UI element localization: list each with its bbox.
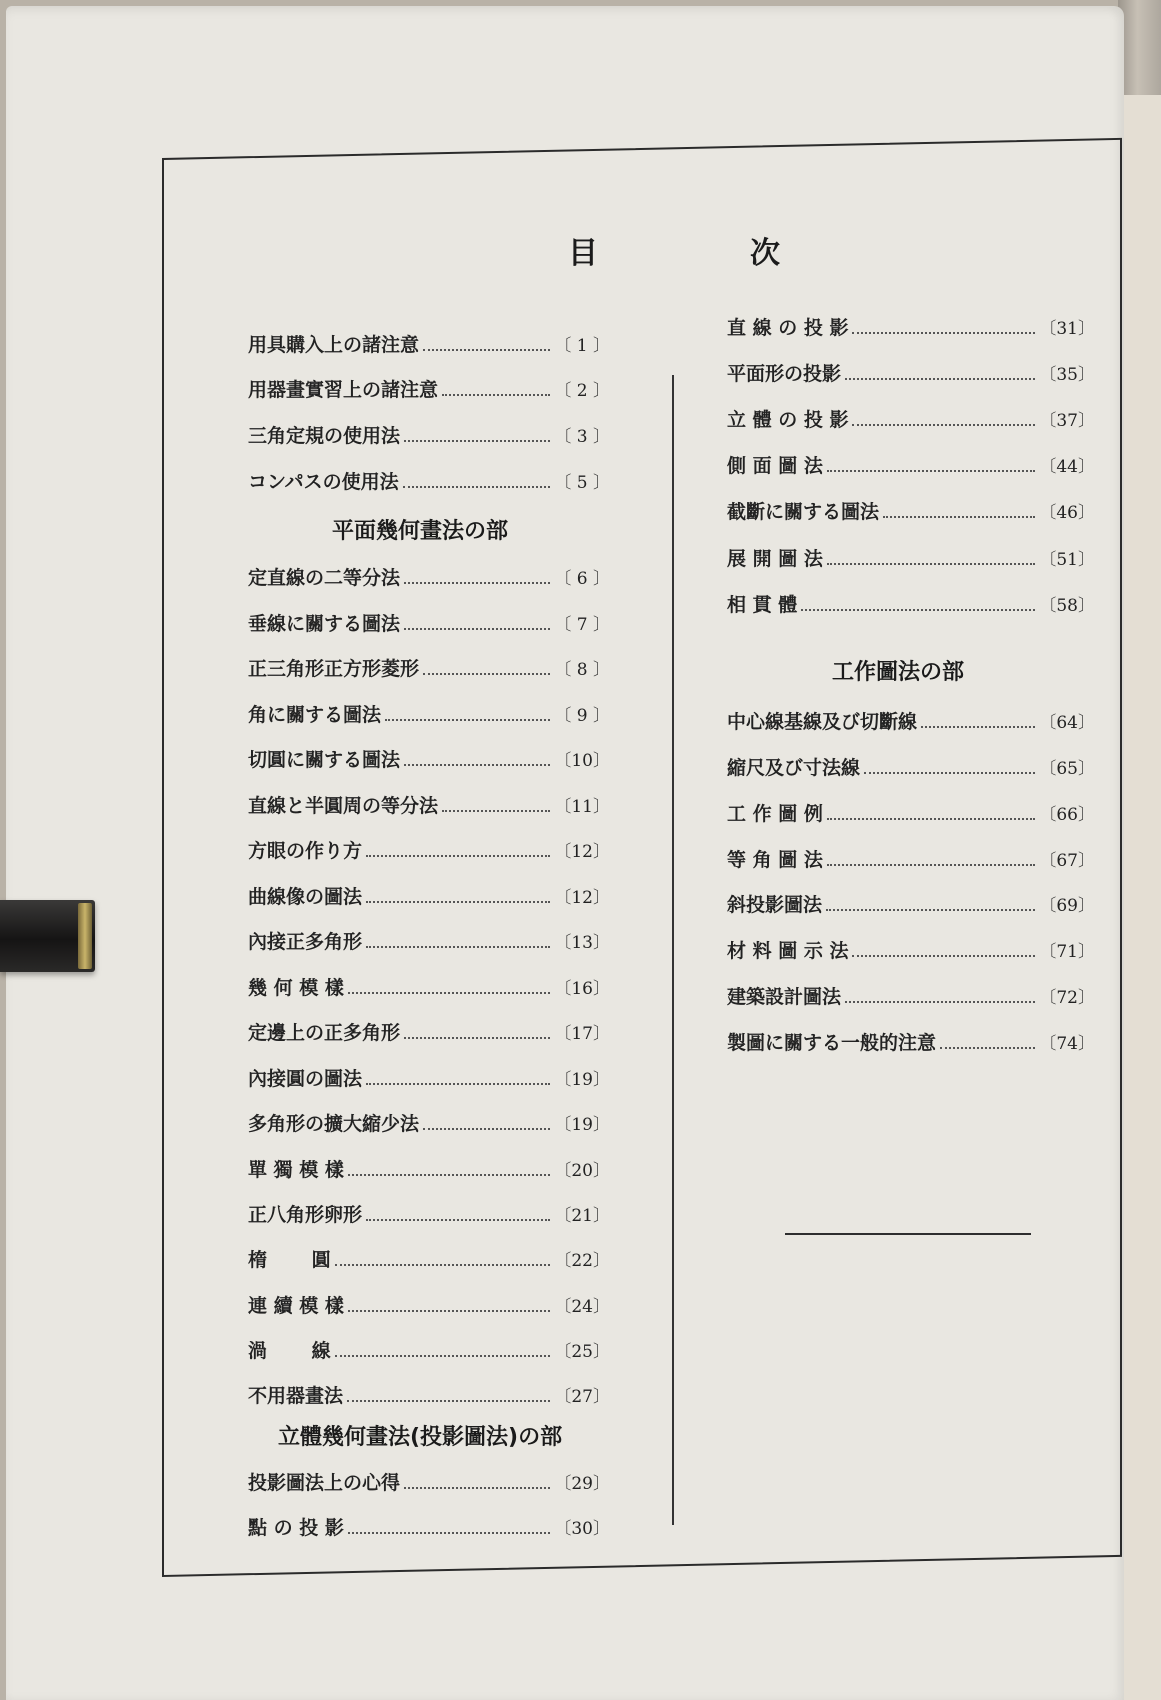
leader-dots: [423, 673, 550, 675]
entry-title: 材 料 圖 示 法: [727, 940, 849, 962]
toc-entry[interactable]: [248, 1109, 610, 1136]
entry-page: 〔37〕: [1039, 411, 1095, 431]
toc-entry[interactable]: [727, 497, 1095, 524]
entry-page: 〔25〕: [554, 1342, 610, 1362]
entry-title: 製圖に關する一般的注意: [727, 1032, 937, 1054]
entry-page: 〔 8 〕: [554, 660, 610, 680]
underlying-page-edge: [1120, 95, 1161, 1700]
toc-entry[interactable]: [727, 405, 1095, 432]
entry-page: 〔46〕: [1039, 503, 1095, 523]
entry-title: 用器畫實習上の諸注意: [248, 379, 439, 401]
entry-title: 立 體 の 投 影: [727, 409, 849, 431]
toc-entry[interactable]: [248, 1200, 610, 1227]
leader-dots: [385, 719, 550, 721]
entry-page: 〔29〕: [554, 1474, 610, 1494]
entry-page: 〔16〕: [554, 979, 610, 999]
toc-entry[interactable]: [727, 313, 1095, 340]
entry-page: 〔21〕: [554, 1206, 610, 1226]
entry-title: 角に關する圖法: [248, 704, 382, 726]
entry-title: コンパスの使用法: [248, 471, 399, 493]
entry-page: 〔72〕: [1039, 988, 1095, 1008]
leader-dots: [347, 1400, 550, 1402]
toc-entry[interactable]: [248, 927, 610, 954]
toc-entry[interactable]: [727, 1028, 1095, 1055]
leader-dots: [423, 349, 550, 351]
entry-page: 〔51〕: [1039, 550, 1095, 570]
binder-clip-edge: [78, 903, 92, 969]
entry-title: 建築設計圖法: [727, 986, 842, 1008]
entry-page: 〔19〕: [554, 1070, 610, 1090]
entry-page: 〔13〕: [554, 933, 610, 953]
entry-title: 曲線像の圖法: [248, 886, 363, 908]
leader-dots: [864, 772, 1035, 774]
column-divider: [672, 375, 674, 1525]
entry-title: 平面形の投影: [727, 363, 842, 385]
leader-dots: [852, 955, 1035, 957]
toc-entry[interactable]: [248, 467, 610, 494]
entry-page: 〔17〕: [554, 1024, 610, 1044]
toc-entry[interactable]: [727, 544, 1095, 571]
toc-entry[interactable]: [248, 1018, 610, 1045]
toc-entry[interactable]: [248, 1155, 610, 1182]
entry-page: 〔 2 〕: [554, 381, 610, 401]
leader-dots: [827, 563, 1036, 565]
leader-dots: [366, 946, 550, 948]
entry-page: 〔35〕: [1039, 365, 1095, 385]
toc-entry[interactable]: [248, 654, 610, 681]
leader-dots: [348, 1532, 551, 1534]
entry-title: 單 獨 模 樣: [248, 1159, 344, 1181]
toc-entry[interactable]: [248, 1064, 610, 1091]
leader-dots: [801, 609, 1035, 611]
entry-page: 〔 7 〕: [554, 615, 610, 635]
entry-title: 中心線基線及び切斷線: [727, 711, 918, 733]
leader-dots: [442, 810, 550, 812]
toc-entry[interactable]: [248, 1513, 610, 1540]
leader-dots: [423, 1128, 550, 1130]
leader-dots: [335, 1355, 551, 1357]
section-heading-working-drawing: 工作圖法の部: [832, 660, 965, 685]
entry-title: 定邊上の正多角形: [248, 1022, 401, 1044]
section-heading-solid-geometry: 立體幾何畫法(投影圖法)の部: [278, 1425, 563, 1450]
entry-page: 〔58〕: [1039, 596, 1095, 616]
toc-entry[interactable]: [248, 563, 610, 590]
entry-title: 幾 何 模 樣: [248, 977, 344, 999]
leader-dots: [366, 901, 550, 903]
toc-entry[interactable]: [727, 753, 1095, 780]
toc-entry[interactable]: [248, 1381, 610, 1408]
entry-page: 〔19〕: [554, 1115, 610, 1135]
section-heading-plane-geometry: 平面幾何畫法の部: [332, 519, 509, 544]
entry-title: 正八角形卵形: [248, 1204, 363, 1226]
entry-page: 〔 6 〕: [554, 569, 610, 589]
leader-dots: [348, 1174, 551, 1176]
entry-title: 直 線 の 投 影: [727, 317, 849, 339]
toc-entry[interactable]: [248, 973, 610, 1000]
end-rule: [785, 1233, 1031, 1235]
entry-title: 工 作 圖 例: [727, 803, 823, 825]
entry-page: 〔27〕: [554, 1387, 610, 1407]
leader-dots: [348, 992, 551, 994]
entry-title: 內接圓の圖法: [248, 1068, 363, 1090]
leader-dots: [845, 1001, 1035, 1003]
toc-entry[interactable]: [727, 982, 1095, 1009]
toc-entry[interactable]: [727, 707, 1095, 734]
leader-dots: [404, 764, 550, 766]
entry-page: 〔30〕: [554, 1519, 610, 1539]
entry-page: 〔67〕: [1039, 851, 1095, 871]
entry-page: 〔71〕: [1039, 942, 1095, 962]
toc-entry[interactable]: [248, 1245, 610, 1272]
entry-page: 〔22〕: [554, 1251, 610, 1271]
leader-dots: [366, 1219, 550, 1221]
entry-title: 方眼の作り方: [248, 840, 363, 862]
entry-title: 渦 線: [248, 1340, 331, 1362]
entry-page: 〔 5 〕: [554, 473, 610, 493]
entry-page: 〔12〕: [554, 888, 610, 908]
entry-page: 〔74〕: [1039, 1034, 1095, 1054]
leader-dots: [827, 818, 1036, 820]
leader-dots: [442, 394, 550, 396]
entry-page: 〔12〕: [554, 842, 610, 862]
leader-dots: [883, 516, 1035, 518]
entry-title: 縮尺及び寸法線: [727, 757, 861, 779]
entry-page: 〔 9 〕: [554, 706, 610, 726]
toc-entry[interactable]: [248, 745, 610, 772]
entry-page: 〔64〕: [1039, 713, 1095, 733]
toc-entry[interactable]: [727, 890, 1095, 917]
entry-title: 直線と半圓周の等分法: [248, 795, 439, 817]
entry-title: 楕 圓: [248, 1249, 331, 1271]
leader-dots: [335, 1264, 551, 1266]
entry-title: 不用器畫法: [248, 1385, 344, 1407]
toc-entry[interactable]: [248, 1336, 610, 1363]
entry-title: 用具購入上の諸注意: [248, 334, 420, 356]
entry-page: 〔66〕: [1039, 805, 1095, 825]
entry-title: 連 續 模 樣: [248, 1295, 344, 1317]
leader-dots: [852, 424, 1035, 426]
leader-dots: [404, 1037, 550, 1039]
entry-title: 點 の 投 影: [248, 1517, 344, 1539]
entry-title: 內接正多角形: [248, 931, 363, 953]
entry-title: 側 面 圖 法: [727, 455, 823, 477]
entry-title: 垂線に關する圖法: [248, 613, 401, 635]
entry-page: 〔11〕: [554, 797, 610, 817]
leader-dots: [826, 909, 1035, 911]
toc-entry[interactable]: [248, 375, 610, 402]
leader-dots: [940, 1047, 1035, 1049]
toc-entry[interactable]: [727, 359, 1095, 386]
leader-dots: [827, 864, 1036, 866]
leader-dots: [404, 1487, 550, 1489]
leader-dots: [921, 726, 1035, 728]
entry-title: 相 貫 體: [727, 594, 798, 616]
entry-title: 正三角形正方形菱形: [248, 658, 420, 680]
heading-ji: 次: [750, 236, 780, 271]
toc-entry[interactable]: [248, 421, 610, 448]
entry-title: 斜投影圖法: [727, 894, 823, 916]
toc-entry[interactable]: [248, 609, 610, 636]
entry-page: 〔44〕: [1039, 457, 1095, 477]
entry-page: 〔20〕: [554, 1161, 610, 1181]
toc-entry[interactable]: [248, 882, 610, 909]
entry-page: 〔24〕: [554, 1297, 610, 1317]
toc-entry[interactable]: [248, 791, 610, 818]
entry-title: 等 角 圖 法: [727, 849, 823, 871]
toc-entry[interactable]: [248, 836, 610, 863]
entry-title: 切圓に關する圖法: [248, 749, 401, 771]
entry-title: 定直線の二等分法: [248, 567, 401, 589]
toc-entry[interactable]: [248, 700, 610, 727]
leader-dots: [404, 440, 550, 442]
toc-entry[interactable]: [248, 330, 610, 357]
leader-dots: [404, 628, 550, 630]
entry-title: 展 開 圖 法: [727, 548, 823, 570]
leader-dots: [404, 582, 550, 584]
entry-page: 〔 3 〕: [554, 427, 610, 447]
leader-dots: [366, 855, 550, 857]
leader-dots: [403, 486, 551, 488]
leader-dots: [366, 1083, 550, 1085]
entry-page: 〔65〕: [1039, 759, 1095, 779]
entry-title: 截斷に關する圖法: [727, 501, 880, 523]
entry-title: 三角定規の使用法: [248, 425, 401, 447]
entry-title: 投影圖法上の心得: [248, 1472, 401, 1494]
leader-dots: [845, 378, 1035, 380]
leader-dots: [827, 470, 1036, 472]
entry-title: 多角形の擴大縮少法: [248, 1113, 420, 1135]
toc-entry[interactable]: [727, 845, 1095, 872]
heading-moku: 目: [568, 236, 598, 271]
leader-dots: [348, 1310, 551, 1312]
entry-page: 〔31〕: [1039, 319, 1095, 339]
toc-entry[interactable]: [248, 1468, 610, 1495]
toc-entry[interactable]: [727, 590, 1095, 617]
toc-entry[interactable]: [727, 451, 1095, 478]
toc-entry[interactable]: [727, 799, 1095, 826]
leader-dots: [852, 332, 1035, 334]
entry-page: 〔10〕: [554, 751, 610, 771]
toc-entry[interactable]: [727, 936, 1095, 963]
toc-entry[interactable]: [248, 1291, 610, 1318]
entry-page: 〔69〕: [1039, 896, 1095, 916]
entry-page: 〔 1 〕: [554, 336, 610, 356]
